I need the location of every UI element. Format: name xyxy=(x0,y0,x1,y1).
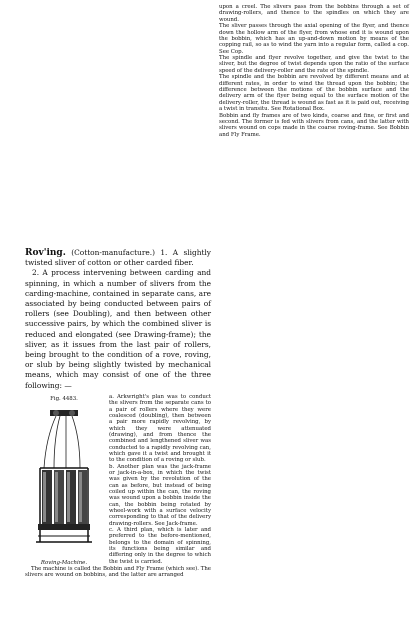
continued-paragraph: The sliver passes through the axial opening of the flyer, and thence down the hollow arm of the flyer, from whose end it is wound upon the bobbin, which has an up-and-down motion by means of the copping rail, so as to wind the yarn into a regular form, called a cop. See Cop. xyxy=(219,23,409,55)
article-tail xyxy=(25,566,211,579)
item-b-text: b. Another plan was the jack-frame or jack-in-a-box, in which the twist was given by the revolution of the can as before, but instead of being coiled up within the can, the roving was wound upon a bobbin inside the can, the bobbin being rotated by wheel-work with a surface velocity corresponding to that of the delivery drawing-rollers. See Jack-frame. xyxy=(109,463,211,527)
continued-column xyxy=(219,4,409,138)
figure-4483 xyxy=(25,394,103,566)
continued-paragraph: Bobbin and fly frames are of two kinds, coarse and fine, or first and second. The former is fed with slivers from cans, and the latter with slivers wound on cops made in the coarse roving-frame. See Bobbin and Fly Frame. xyxy=(219,112,409,138)
definition-2: 2. A process intervening between carding and spinning, in which a number of slivers from the carding-machine, contained in separate cans, are associated by being conducted between pairs of rollers (see Doubling), and then between other successive pairs, by which the combined sliver is reduced and elongated (see Drawing-frame); the sliver, as it issues from the last pair of rollers, being brought to the condition of a rove, roving, or slub by being slightly twisted by mechanical means, which may consist of one of the three following: — xyxy=(25,268,211,390)
item-c-text: c. A third plan, which is later and preferred to the before-mentioned, belongs to the domain of spinning, its functions being similar and differing only in the degree to which the twist is carried. xyxy=(109,527,211,565)
item-a-text: a. Arkwright's plan was to conduct the slivers from the separate cans to a pair of rollers where they were coalesced (doubling), then between a pair more rapidly revolving, by which they were attenuated (drawing), and from thence the combined and lengthened sliver was conducted to a rapidly revolving can, which gave it a twist and brought it to the condition of a roving or slub. xyxy=(109,393,211,464)
tail-paragraph: The machine is called the Bobbin and Fly Frame (which see). The slivers are wound on bobbins, and the latter are arranged xyxy=(25,565,211,579)
figure-caption: Roving-Machine. xyxy=(40,559,88,566)
definition-1: 1. A slightly twisted sliver of cotton or other carded fiber. xyxy=(25,248,211,268)
entry-heading-line xyxy=(25,248,211,268)
figure-number: Fig. 4483. xyxy=(50,395,78,402)
continued-paragraph: The spindle and flyer revolve together, and give the twist to the sliver, but the degree of twist depends upon the ratio of the surface speed of the delivery-roller and the rate of the spindle. xyxy=(219,55,409,74)
item-a-block xyxy=(25,394,211,565)
roving-article xyxy=(25,248,211,579)
roving-machine-illustration xyxy=(36,408,92,548)
entry-domain: (Cotton-manufacture.) xyxy=(71,248,155,257)
continued-paragraph: upon a creel. The slivers pass from the bobbins through a set of drawing-rollers, and thence to the spindles on which they are wound. xyxy=(219,4,409,23)
continued-paragraph: The spindle and the bobbin are revolved by different means and at different rates, in order to wind the thread upon the bobbin; the difference between the motions of the bobbin surface and the delivery arm of the flyer being equal to the surface motion of the delivery-roller, the thread is wound as fast as it is paid out, receiving a twist in transitu. See Rotational Box. xyxy=(219,74,409,113)
headword: Rov'ing. xyxy=(25,248,66,258)
